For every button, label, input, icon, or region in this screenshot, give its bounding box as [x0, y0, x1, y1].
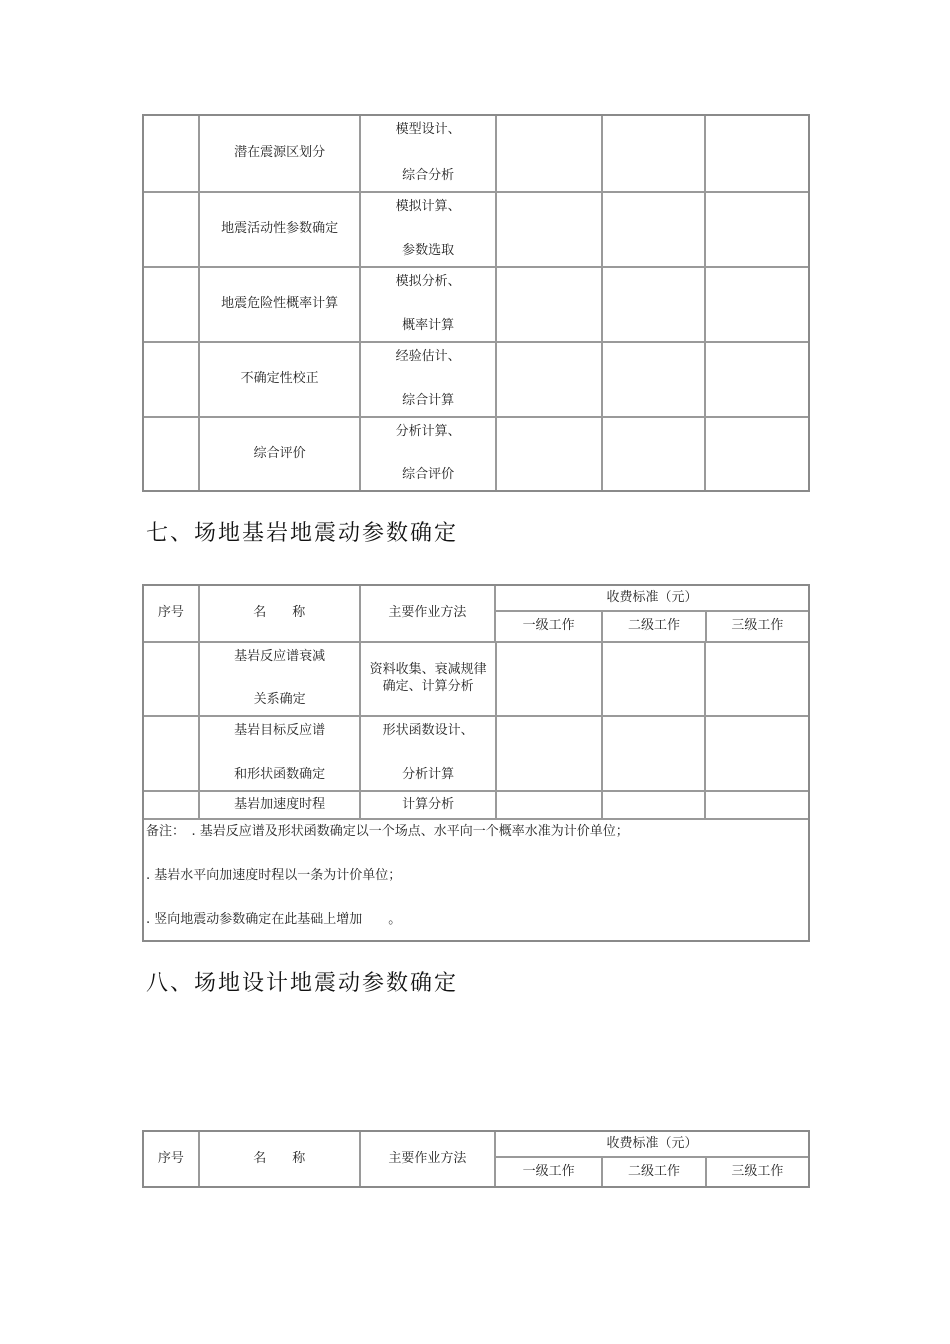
section-heading: 七、场地基岩地震动参数确定 — [146, 521, 459, 546]
level1-cell — [495, 116, 601, 191]
level3-cell — [704, 116, 808, 191]
table-header — [144, 586, 808, 641]
method-top: 分析计算、 — [395, 424, 461, 439]
seq-cell — [144, 717, 198, 790]
level3-cell — [704, 193, 808, 266]
name-top: 基岩反应谱衰减 — [234, 649, 326, 664]
level1-cell — [495, 643, 601, 715]
level2-cell — [601, 717, 705, 790]
level3-cell — [704, 418, 808, 490]
method-top: 形状函数设计、 — [382, 723, 474, 738]
seq-cell — [144, 193, 198, 266]
table-row — [144, 266, 808, 341]
bedrock-motion-table — [142, 584, 810, 942]
method-cell — [359, 717, 495, 790]
notes-row — [144, 818, 808, 940]
level2-cell — [601, 193, 705, 266]
note-line: . 竖向地震动参数确定在此基础上增加 。 — [146, 912, 402, 927]
level2-cell — [601, 268, 705, 341]
header-method: 主要作业方法 — [359, 586, 494, 641]
level1-cell — [495, 717, 601, 790]
header-level1: 一级工作 — [522, 618, 575, 634]
method-top: 经验估计、 — [395, 349, 461, 364]
header-method: 主要作业方法 — [359, 1132, 494, 1186]
table-row — [144, 641, 808, 715]
table-header — [144, 1132, 808, 1186]
header-seq: 序号 — [157, 605, 184, 621]
seq-cell — [144, 643, 198, 715]
seq-cell — [144, 792, 198, 818]
method-cell — [359, 116, 495, 191]
name-cell: 地震危险性概率计算 — [198, 268, 360, 341]
level3-cell — [704, 792, 808, 818]
level1-cell — [495, 418, 601, 490]
header-fee — [494, 1132, 808, 1186]
table-row — [144, 416, 808, 490]
name-bottom: 和形状函数确定 — [234, 767, 326, 783]
level1-cell — [495, 193, 601, 266]
table-row — [144, 715, 808, 790]
method-cell — [359, 343, 495, 416]
seq-cell — [144, 116, 198, 191]
method-bottom: 参数选取 — [402, 243, 455, 259]
section-heading: 八、场地设计地震动参数确定 — [146, 971, 459, 996]
level3-cell — [704, 643, 808, 715]
name-cell — [198, 717, 360, 790]
seq-cell — [144, 343, 198, 416]
note-line: 备注： . 基岩反应谱及形状函数确定以一个场点、水平向一个概率水准为计价单位； — [146, 824, 629, 839]
method-cell: 计算分析 — [359, 792, 495, 818]
table-row — [144, 341, 808, 416]
table-row — [144, 191, 808, 266]
note-line: . 基岩水平向加速度时程以一条为计价单位； — [146, 868, 402, 883]
name-cell: 基岩加速度时程 — [198, 792, 360, 818]
level1-cell — [495, 268, 601, 341]
seq-cell — [144, 268, 198, 341]
level2-cell — [601, 343, 705, 416]
header-level2: 二级工作 — [601, 612, 704, 641]
seismic-hazard-table — [142, 114, 810, 492]
header-name: 名 称 — [198, 586, 359, 641]
header-level2: 二级工作 — [601, 1158, 704, 1186]
header-fee-title: 收费标准（元） — [496, 1132, 808, 1158]
level1-cell — [495, 343, 601, 416]
method-bottom: 综合分析 — [402, 168, 455, 184]
name-cell: 不确定性校正 — [198, 343, 360, 416]
header-level3: 三级工作 — [705, 612, 808, 641]
method-top: 模拟计算、 — [395, 199, 461, 214]
level2-cell — [601, 643, 705, 715]
level3-cell — [704, 343, 808, 416]
header-seq: 序号 — [157, 1150, 184, 1166]
level2-cell — [601, 418, 705, 490]
design-motion-table — [142, 1130, 810, 1188]
header-level3: 三级工作 — [705, 1158, 808, 1186]
header-fee — [494, 586, 808, 641]
name-cell — [198, 643, 360, 715]
name-cell: 潜在震源区划分 — [198, 116, 360, 191]
method-bottom: 综合评价 — [402, 467, 455, 483]
notes — [144, 820, 631, 940]
level2-cell — [601, 116, 705, 191]
header-level1: 一级工作 — [522, 1163, 575, 1179]
header-name: 名 称 — [198, 1132, 359, 1186]
level2-cell — [601, 792, 705, 818]
level3-cell — [704, 268, 808, 341]
method-bottom: 综合计算 — [402, 393, 455, 409]
table-row — [144, 116, 808, 191]
seq-cell — [144, 418, 198, 490]
method-cell — [359, 268, 495, 341]
method-bottom: 概率计算 — [402, 318, 455, 334]
name-top: 基岩目标反应谱 — [234, 723, 326, 738]
method-cell: 资料收集、衰减规律确定、计算分析 — [359, 643, 495, 715]
level3-cell — [704, 717, 808, 790]
method-cell — [359, 193, 495, 266]
method-bottom: 分析计算 — [402, 767, 455, 783]
table-row — [144, 790, 808, 818]
method-cell — [359, 418, 495, 490]
level1-cell — [495, 792, 601, 818]
name-bottom: 关系确定 — [253, 692, 306, 708]
method-top: 模拟分析、 — [395, 274, 461, 289]
method-top: 模型设计、 — [395, 122, 461, 137]
name-cell: 地震活动性参数确定 — [198, 193, 360, 266]
header-fee-title: 收费标准（元） — [496, 586, 808, 612]
name-cell: 综合评价 — [198, 418, 360, 490]
